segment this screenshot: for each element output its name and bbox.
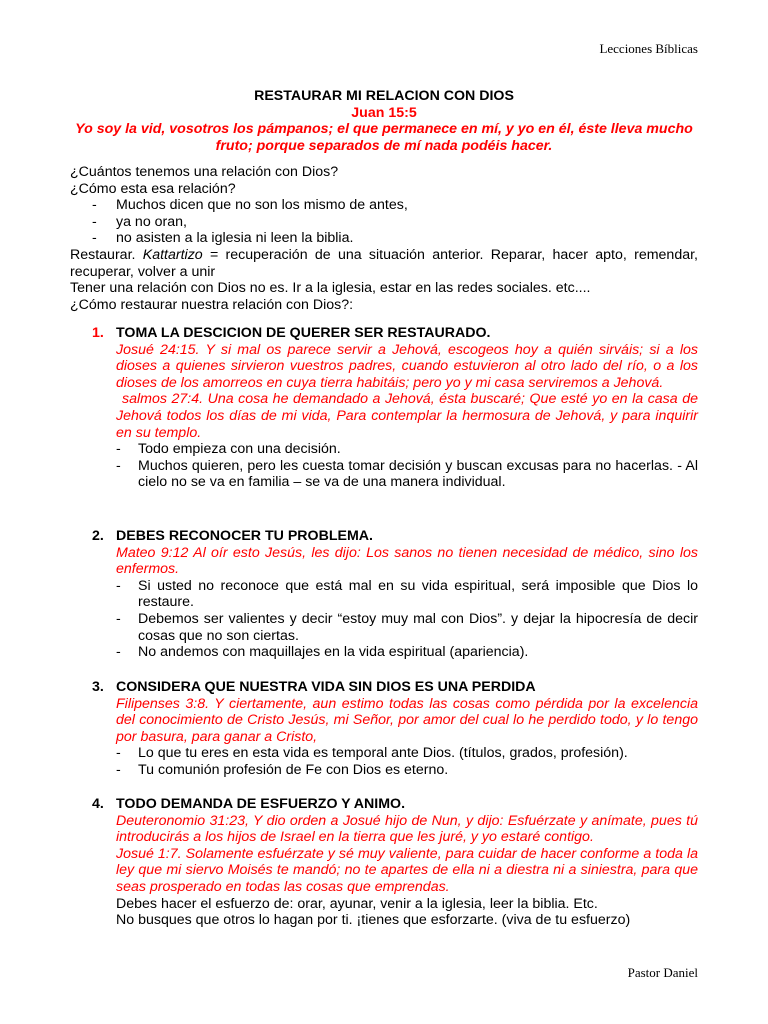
definition-text: = recuperación de una situación anterior. Reparar, hacer apto, remendar, recuperar, volver a unir <box>70 246 698 280</box>
list-item: - Muchos quieren, pero les cuesta tomar decisión y buscan excusas para no hacerlas. - Al cielo no se va en familia – se va de una manera individual. <box>116 458 698 491</box>
list-item: - No andemos con maquillajes en la vida espiritual (apariencia). <box>116 644 698 661</box>
section-4 <box>70 796 698 929</box>
intro-section <box>70 164 698 313</box>
intro-question-1: ¿Cuántos tenemos una relación con Dios? <box>70 164 339 180</box>
section-verse: Josué 1:7. Solamente esfuérzate y sé muy valiente, para cuidar de hacer conforme a toda la ley que mi siervo Moisés te mandó; no te apartes de ella ni a diestra ni a siniestra, para que seas prosperado en todas las cosas que emprendas. <box>116 845 698 895</box>
footer-author: Pastor Daniel <box>627 965 698 980</box>
section-line: Debes hacer el esfuerzo de: orar, ayunar, venir a la iglesia, leer la biblia. Etc. <box>116 895 598 912</box>
section-heading-text: TODO DEMANDA DE ESFUERZO Y ANIMO. <box>116 796 406 812</box>
section-heading-text: TOMA LA DESCICION DE QUERER SER RESTAURADO. <box>116 325 491 341</box>
list-item: - Tu comunión profesión de Fe con Dios es eterno. <box>116 762 698 779</box>
section-number: 4. <box>92 796 104 812</box>
header-title: Lecciones Bíblicas <box>599 41 698 56</box>
section-list <box>70 441 698 491</box>
section-heading <box>70 325 698 342</box>
section-heading-text: DEBES RECONOCER TU PROBLEMA. <box>116 528 373 544</box>
section-heading <box>70 528 698 545</box>
list-item: - Muchos dicen que no son los mismo de antes, <box>70 197 698 214</box>
section-number: 3. <box>92 679 104 695</box>
definition-prefix: Restaurar. <box>70 246 143 263</box>
section-heading <box>70 679 698 696</box>
list-item: - no asisten a la iglesia ni leen la biblia. <box>70 230 698 247</box>
section-heading-text: CONSIDERA QUE NUESTRA VIDA SIN DIOS ES UNA PERDIDA <box>116 679 536 695</box>
section-list <box>70 745 698 778</box>
section-heading <box>70 796 698 813</box>
page-title: RESTAURAR MI RELACION CON DIOS <box>254 88 514 104</box>
section-body <box>70 342 698 442</box>
restaurar-definition <box>70 247 698 280</box>
intro-question-3: ¿Cómo restaurar nuestra relación con Dios?: <box>70 296 354 313</box>
intro-statement: Tener una relación con Dios no es. Ir a la iglesia, estar en las redes sociales. etc.... <box>70 280 591 297</box>
section-verse: Deuteronomio 31:23, Y dio orden a Josué hijo de Nun, y dijo: Esfuérzate y anímate, pues tú introducirás a los hijos de Israel en la tierra que les juré, y yo estaré contigo. <box>116 812 698 846</box>
intro-question-2: ¿Cómo esta esa relación? <box>70 180 236 197</box>
intro-list <box>70 197 698 247</box>
section-verse: Josué 24:15. Y si mal os parece servir a Jehová, escogeos hoy a quién sirváis; si a los dioses a quienes sirvieron vuestros padres, cuando estuvieron al otro lado del río, o a los dioses de los amorreos en cuya tierra habitáis; pero yo y mi casa serviremos a Jehová. <box>116 341 698 391</box>
section-body <box>70 813 698 929</box>
section-body <box>70 696 698 746</box>
section-verse: salmos 27:4. Una cosa he demandado a Jehová, ésta buscaré; Que esté yo en la casa de Jehová todos los días de mi vida, Para contemplar la hermosura de Jehová, y para inquirir en su templo. <box>116 391 698 441</box>
list-item: - Debemos ser valientes y decir “estoy muy mal con Dios”. y dejar la hipocresía de decir cosas que no son ciertas. <box>116 611 698 644</box>
key-verse-reference: Juan 15:5 <box>351 104 417 121</box>
list-item: - Lo que tu eres en esta vida es temporal ante Dios. (títulos, grados, profesión). <box>116 745 698 762</box>
section-1 <box>70 325 698 491</box>
section-number: 2. <box>92 528 104 544</box>
section-list <box>70 578 698 661</box>
list-item: - Todo empieza con una decisión. <box>116 441 698 458</box>
section-body <box>70 545 698 578</box>
list-item: - ya no oran, <box>70 214 698 231</box>
section-number: 1. <box>92 325 104 341</box>
section-2 <box>70 528 698 661</box>
section-line: No busques que otros lo hagan por ti. ¡tienes que esforzarte. (viva de tu esfuerzo) <box>116 912 631 929</box>
section-verse: Mateo 9:12 Al oír esto Jesús, les dijo: Los sanos no tienen necesidad de médico, sino los enfermos. <box>116 544 698 578</box>
title-block <box>70 88 698 154</box>
key-verse-text: Yo soy la vid, vosotros los pámpanos; el que permanece en mí, y yo en él, éste lleva mucho fruto; porque separados de mí nada podéis hacer. <box>75 121 693 154</box>
section-verse: Filipenses 3:8. Y ciertamente, aun estimo todas las cosas como pérdida por la excelencia del conocimiento de Cristo Jesús, mi Señor, por amor del cual lo he perdido todo, y lo tengo por basura, para ganar a Cristo, <box>116 695 698 745</box>
section-3 <box>70 679 698 779</box>
definition-term: Kattartizo <box>142 246 203 263</box>
list-item: - Si usted no reconoce que está mal en su vida espiritual, será imposible que Dios lo restaure. <box>116 578 698 611</box>
